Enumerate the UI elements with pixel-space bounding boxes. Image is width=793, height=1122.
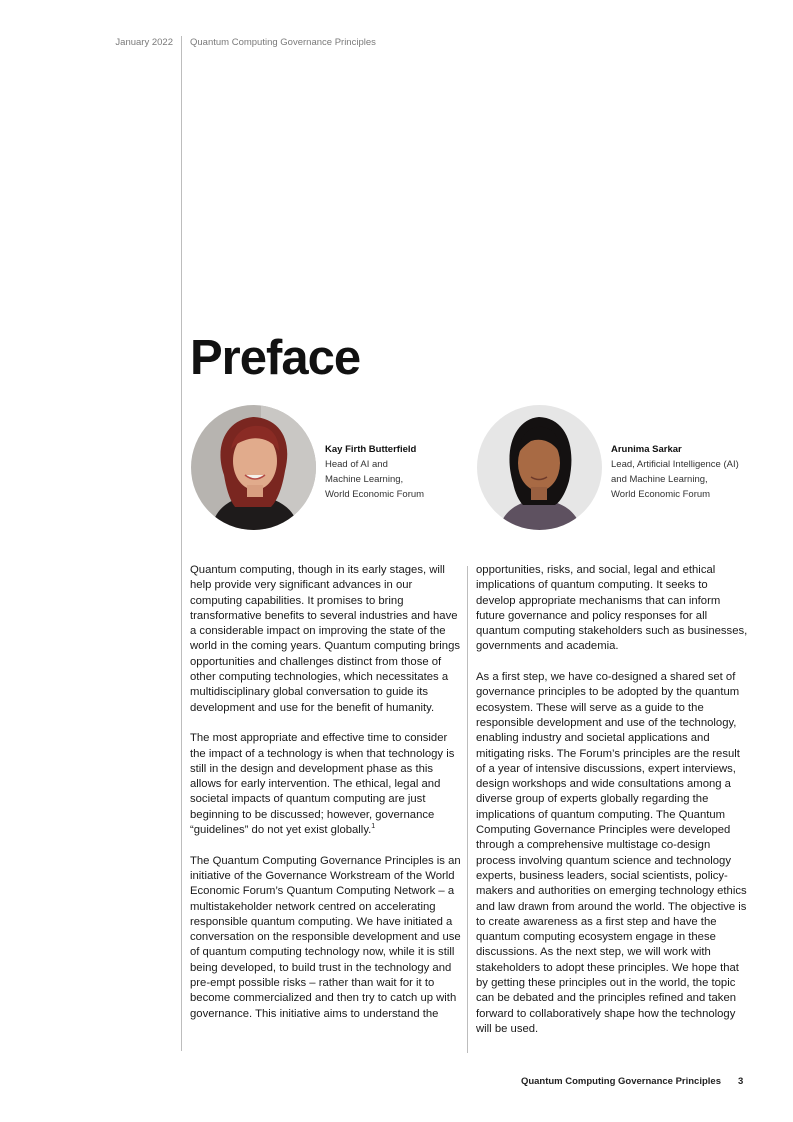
author-card-kay-firth-butterfield	[325, 442, 424, 502]
footer-title: Quantum Computing Governance Principles	[520, 1076, 721, 1087]
header-divider-line	[181, 36, 182, 1051]
page-title: Preface	[190, 331, 361, 385]
author-role: Lead, Artificial Intelligence (AI) and Machine Learning, World Economic Forum	[611, 459, 739, 500]
author-name: Kay Firth Butterfield	[325, 444, 417, 455]
page-number: 3	[738, 1076, 744, 1087]
column-divider-line	[467, 566, 468, 1053]
author-role: Head of AI and Machine Learning, World Economic Forum	[325, 459, 425, 500]
footnote-reference[interactable]: 1	[371, 823, 376, 831]
body-paragraph: The Quantum Computing Governance Principles is an initiative of the Governance Workstream of the World Economic Forum’s Quantum Computing Network – a multistakeholder network centred on accelerating responsible quantum computing. We have initiated a conversation on the responsible development and use of quantum computing technology now, while it is still being developed, to build trust in the technology and pre-empt possible risks – rather than wait for it to become commercialized and then try to catch up with governance. This initiative aims to understand the	[190, 854, 461, 1020]
body-paragraph	[190, 731, 462, 838]
author-photo-arunima-sarkar	[477, 405, 602, 530]
body-paragraph: As a first step, we have co-designed a shared set of governance principles to be adopted by the quantum ecosystem. These will serve as a guide to the responsible development and use of the technology, enabling industry and societal applications and mitigating risks. The Forum’s principles are the result of a year of intensive discussions, expert interviews, design workshops and wide consultations among a diverse group of experts globally regarding the implications of quantum computing. The Quantum Computing Governance Principles were developed through a comprehensive multistage co-design process involving quantum science and technology experts, business leaders, social scientists, policy-makers and authorities on emerging technology ethics and law drawn from around the world. The objective is to create awareness as a first step and have the quantum computing ecosystem engage in these discussions. As the next step, we will work with stakeholders to adopt these principles. We hope that by getting these principles out in the world, the topic can be debated and the principles refined and taken forward to collaboratively shape how the technology will be used.	[476, 671, 747, 1035]
paragraph-text: The most appropriate and effective time to consider the impact of a technology is when that technology is still in the design and development phase as this allows for early intervention. The ethical, legal and societal impacts of quantum computing are just beginning to be discussed; however, governance “guidelines” do not yet exist globally.	[190, 732, 455, 837]
author-name: Arunima Sarkar	[611, 444, 682, 455]
header-date: January 2022	[115, 37, 173, 48]
body-column-left	[190, 563, 462, 1022]
body-paragraph: opportunities, risks, and social, legal and ethical implications of quantum computing. It seeks to develop appropriate mechanisms that can inform future governance and policy responses for all quantum computing stakeholders such as businesses, governments and academia.	[476, 564, 748, 653]
body-paragraph: Quantum computing, though in its early stages, will help provide very significant advances in our computing capabilities. It promises to bring transformative benefits to several industries and have a considerable impact on improving the state of the world in the coming years. Quantum computing brings opportunities and challenges distinct from those of other computing technologies, which necessitates a multidisciplinary global conversation to guide its development and use for the benefit of humanity.	[190, 564, 461, 714]
author-photo-kay-firth-butterfield	[191, 405, 316, 530]
author-card-arunima-sarkar	[611, 442, 739, 502]
body-column-right	[476, 563, 748, 1037]
header-title: Quantum Computing Governance Principles	[190, 37, 376, 48]
